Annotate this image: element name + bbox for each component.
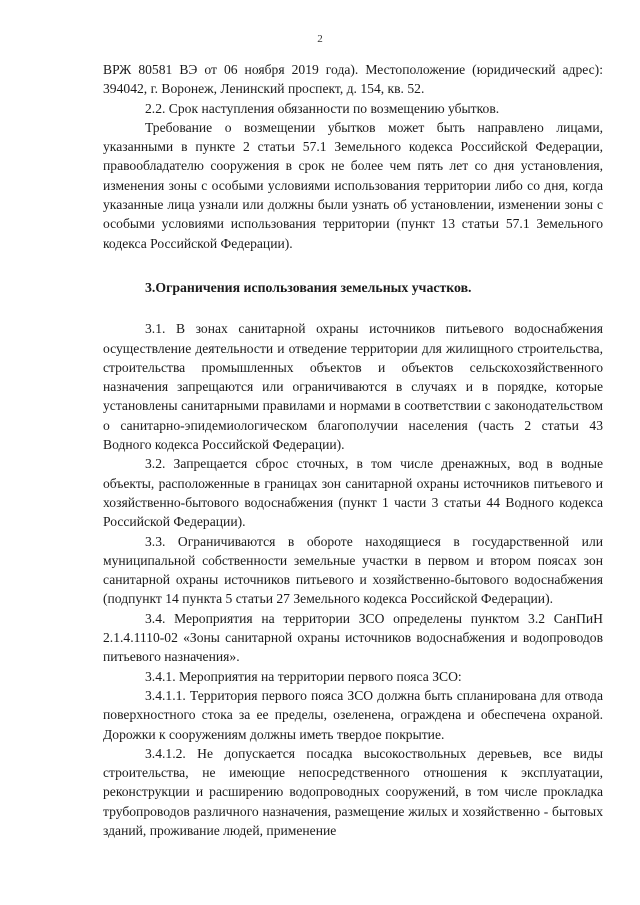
paragraph-damages-claim: Требование о возмещении убытков может быть направлено лицами, указанными в пункте 2 статьи 57.1 Земельного кодекса Российской Федерации, правообладателю сооружения в срок не более чем пять лет со дня установления, изменения зоны с особыми условиями использования территории либо со дня, когда указанные лица узнали или должны были узнать об установлении, изменении зоны с особыми условиями использования территории (пункт 13 статьи 57.1 Земельного кодекса Российской Федерации). [103, 119, 603, 251]
paragraph-2-2: 2.2. Срок наступления обязанности по возмещению убытков. [145, 100, 500, 116]
paragraph-3-4-1: 3.4.1. Мероприятия на территории первого пояса ЗСО: [145, 668, 462, 684]
page-content [103, 60, 603, 840]
paragraph-3-1: 3.1. В зонах санитарной охраны источников питьевого водоснабжения осуществление деятельности и отведение территории для жилищного строительства, строительства промышленных объектов и объектов сельскохозяйственного назначения запрещаются или ограничиваются в случаях и в порядке, которые установлены санитарными правилами и нормами в соответствии с законодательством о санитарно-эпидемиологическом благополучии населения (часть 2 статьи 43 Водного кодекса Российской Федерации). [103, 321, 603, 453]
paragraph-3-4-1-1: 3.4.1.1. Территория первого пояса ЗСО должна быть спланирована для отвода поверхностного стока за ее пределы, озеленена, ограждена и обеспечена охраной. Дорожки к сооружениям должны иметь твердое покрытие. [103, 687, 603, 742]
paragraph-3-4-1-2: 3.4.1.2. Не допускается посадка высокоствольных деревьев, все виды строительства, не имеющие непосредственного отношения к эксплуатации, реконструкции и расширению водопроводных сооружений, в том числе прокладка трубопроводов различного назначения, размещение жилых и хозяйственно - бытовых зданий, проживание людей, применение [103, 745, 603, 838]
paragraph-3-3: 3.3. Ограничиваются в обороте находящиеся в государственной или муниципальной собственности земельные участки в первом и втором поясах зон санитарной охраны источников питьевого и хозяйственно-бытового водоснабжения (подпункт 14 пункта 5 статьи 27 Земельного кодекса Российской Федерации). [103, 533, 603, 607]
paragraph-3-4: 3.4. Мероприятия на территории ЗСО определены пунктом 3.2 СанПиН 2.1.4.1110-02 «Зоны санитарной охраны источников водоснабжения и водопроводов питьевого назначения». [103, 610, 603, 665]
paragraph-registration-address: ВРЖ 80581 ВЭ от 06 ноября 2019 года). Местоположение (юридический адрес): 394042, г. Воронеж, Ленинский проспект, д. 154, кв. 52. [103, 62, 603, 97]
paragraph-3-2: 3.2. Запрещается сброс сточных, в том числе дренажных, вод в водные объекты, расположенные в границах зон санитарной охраны источников питьевого и хозяйственно-бытового водоснабжения (пункт 1 части 3 статьи 44 Водного кодекса Российской Федерации). [103, 456, 603, 530]
page-number: 2 [317, 33, 323, 45]
section-heading-3: 3.Ограничения использования земельных участков. [145, 279, 472, 295]
